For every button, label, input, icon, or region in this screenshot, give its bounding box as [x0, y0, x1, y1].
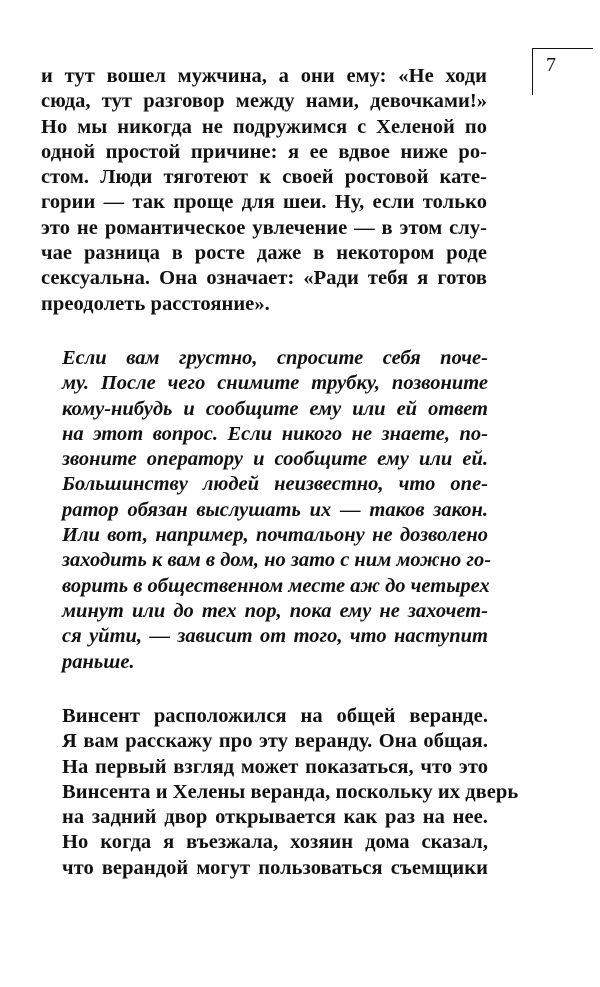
text-line: звоните оператору и сообщите ему или ей.	[62, 448, 488, 471]
text-line: заходить к вам в дом, но зато с ним можно го-	[62, 549, 492, 572]
text-line: на задний двор открывается как раз на нее.	[62, 806, 488, 829]
text-line: на этот вопрос. Если никого не знаете, по-	[62, 422, 488, 445]
text-line: Или вот, например, почтальону не дозволено	[62, 524, 488, 547]
text-line: Винсента и Хелены веранда, поскольку их дверь	[62, 780, 519, 803]
text-line: чае разница в росте даже в некотором роде	[41, 242, 487, 265]
page-number: 7	[546, 54, 556, 76]
text-line: стом. Люди тяготеют к своей ростовой кате-	[41, 166, 487, 189]
page-number-corner-mark	[532, 48, 593, 95]
text-line: Но мы никогда не подружимся с Хеленой по	[41, 115, 487, 138]
text-line: одной простой причине: я ее вдвое ниже ро-	[41, 140, 487, 163]
text-line: минут или до тех пор, пока ему не захочет-	[62, 599, 488, 622]
text-line: На первый взгляд может показаться, что это	[62, 755, 488, 778]
text-line: это не романтическое увлечение — в этом слу-	[41, 216, 487, 239]
text-line: Если вам грустно, спросите себя поче-	[62, 347, 488, 369]
text-line: Но когда я въезжала, хозяин дома сказал,	[62, 831, 488, 854]
text-line: ся уйти, — зависит от того, что наступит	[62, 625, 488, 648]
text-line: и тут вошел мужчина, а они ему: «Не ходи	[41, 65, 487, 87]
text-line: сюда, тут разговор между нами, девочками!»	[41, 90, 487, 113]
text-line: преодолеть расстояние».	[41, 292, 270, 315]
text-line: Большинству людей неизвестно, что опе-	[62, 473, 488, 496]
text-line: ратор обязан выслушать их — таков закон.	[62, 498, 488, 521]
paragraph-1	[41, 64, 487, 317]
text-line: раньше.	[62, 650, 135, 673]
text-line: Я вам расскажу про эту веранду. Она общая.	[62, 730, 488, 753]
text-line: Винсент расположился на общей веранде.	[62, 705, 488, 727]
text-line: му. После чего снимите трубку, позвоните	[62, 372, 488, 395]
text-line: кому-нибудь и сообщите ему или ей ответ	[62, 397, 488, 420]
paragraph-3	[62, 704, 519, 881]
text-line: что верандой могут пользоваться съемщики	[62, 856, 488, 879]
paragraph-2-italic-aside	[62, 346, 492, 675]
text-line: гории — так проще для шеи. Ну, если только	[41, 191, 487, 214]
text-line: сексуальна. Она означает: «Ради тебя я готов	[41, 267, 487, 290]
text-line: ворить в общественном месте аж до четырех	[62, 574, 490, 597]
